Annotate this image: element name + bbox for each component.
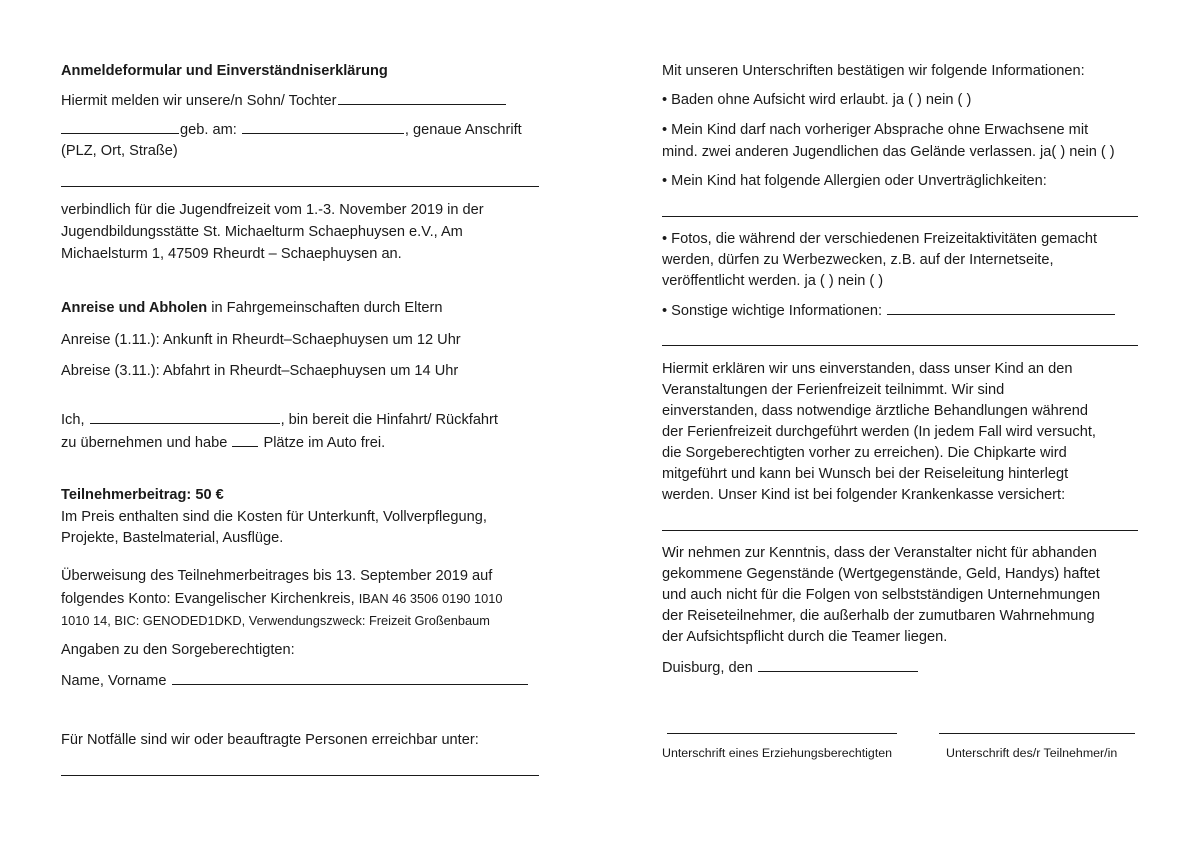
bullet-allergy: • Mein Kind hat folgende Allergien oder Unverträglichkeiten: — [662, 173, 1047, 189]
guardian-heading: Angaben zu den Sorgeberechtigten: — [61, 642, 295, 658]
place-date-line — [662, 657, 919, 678]
participant-signature-field[interactable] — [939, 733, 1135, 734]
child-name-field[interactable] — [338, 90, 506, 105]
seats-prefix: zu übernehmen und habe — [61, 435, 232, 451]
date-field[interactable] — [758, 657, 918, 672]
guardian-name-line — [61, 670, 529, 691]
child-name-field-continued[interactable] — [61, 119, 179, 134]
transfer-line-1: Überweisung des Teilnehmerbeitrages bis 13. September 2019 auf — [61, 568, 493, 584]
departure-info: Abreise (3.11.): Abfahrt in Rheurdt–Schaephuysen um 14 Uhr — [61, 363, 459, 379]
liability-text-2: gekommene Gegenstände (Wertgegenstände, Geld, Handys) haftet — [662, 566, 1100, 582]
transfer-account: folgendes Konto: Evangelischer Kirchenkreis, — [61, 591, 359, 607]
liability-text-5: der Aufsichtspflicht durch die Teamer liegen. — [662, 629, 948, 645]
fee-text-1: Im Preis enthalten sind die Kosten für Unterkunft, Vollverpflegung, — [61, 509, 487, 525]
binding-text-3: Michaelsturm 1, 47509 Rheurdt – Schaephuysen an. — [61, 246, 402, 262]
seats-line — [61, 432, 385, 453]
fee-text-2: Projekte, Bastelmaterial, Ausflüge. — [61, 530, 284, 546]
address-field[interactable] — [61, 186, 539, 187]
emergency-contact-field[interactable] — [61, 775, 539, 776]
arrival-info: Anreise (1.11.): Ankunft in Rheurdt–Schaephuysen um 12 Uhr — [61, 332, 461, 348]
travel-heading — [61, 298, 442, 318]
bullet-leave-2: mind. zwei anderen Jugendlichen das Gelände verlassen. ja( ) nein ( ) — [662, 144, 1115, 160]
driver-name-field[interactable] — [90, 409, 280, 424]
bullet-other-line — [662, 300, 1116, 321]
participant-signature-label: Unterschrift des/r Teilnehmer/in — [946, 746, 1118, 760]
other-info-field[interactable] — [887, 300, 1115, 315]
bullet-swim: • Baden ohne Aufsicht wird erlaubt. ja ( ) nein ( ) — [662, 92, 972, 108]
consent-text-2: Veranstaltungen der Ferienfreizeit teilnimmt. Wir sind — [662, 382, 1005, 398]
registration-line — [61, 90, 507, 111]
guardian-name-field[interactable] — [172, 670, 528, 685]
liability-text-1: Wir nehmen zur Kenntnis, dass der Veranstalter nicht für abhanden — [662, 545, 1097, 561]
health-insurance-field[interactable] — [662, 530, 1138, 531]
driver-line — [61, 409, 498, 430]
guardian-signature-field[interactable] — [667, 733, 897, 734]
birth-address-line — [61, 119, 522, 140]
birth-date-field[interactable] — [242, 119, 404, 134]
binding-text-1: verbindlich für die Jugendfreizeit vom 1.-3. November 2019 in der — [61, 202, 484, 218]
consent-text-1: Hiermit erklären wir uns einverstanden, dass unser Kind an den — [662, 361, 1073, 377]
seats-suffix: Plätze im Auto frei. — [259, 435, 386, 451]
liability-text-4: der Reiseteilnehmer, die außerhalb der zumutbaren Wahrnehmung — [662, 608, 1095, 624]
consent-text-5: die Sorgeberechtigten vorher zu erreichen). Die Chipkarte wird — [662, 445, 1067, 461]
bullet-other-label: • Sonstige wichtige Informationen: — [662, 303, 887, 319]
iban-text: IBAN 46 3506 0190 1010 — [358, 591, 503, 606]
consent-text-7: werden. Unser Kind ist bei folgender Krankenkasse versichert: — [662, 487, 1066, 503]
binding-text-2: Jugendbildungsstätte St. Michaelturm Schaephuysen e.V., Am — [61, 224, 463, 240]
seats-count-field[interactable] — [232, 432, 258, 447]
consent-text-3: einverstanden, dass notwendige ärztliche Behandlungen während — [662, 403, 1088, 419]
travel-heading-bold: Anreise und Abholen — [61, 300, 208, 316]
consent-text-6: mitgeführt und kann bei Wunsch bei der Reiseleitung hinterlegt — [662, 466, 1069, 482]
confirm-heading: Mit unseren Unterschriften bestätigen wir folgende Informationen: — [662, 63, 1085, 79]
bullet-photos-3: veröffentlicht werden. ja ( ) nein ( ) — [662, 273, 884, 289]
transfer-line-3: 1010 14, BIC: GENODED1DKD, Verwendungszweck: Freizeit Großenbaum — [61, 613, 490, 628]
bullet-photos-2: werden, dürfen zu Werbezwecken, z.B. auf der Internetseite, — [662, 252, 1054, 268]
emergency-text: Für Notfälle sind wir oder beauftragte Personen erreichbar unter: — [61, 732, 479, 748]
travel-heading-rest: in Fahrgemeinschaften durch Eltern — [207, 300, 443, 316]
address-hint: (PLZ, Ort, Straße) — [61, 143, 178, 159]
address-label: , genaue Anschrift — [404, 122, 522, 138]
guardian-signature-label: Unterschrift eines Erziehungsberechtigten — [662, 746, 893, 760]
registration-label: Hiermit melden wir unsere/n Sohn/ Tochter — [61, 93, 337, 109]
fee-heading: Teilnehmerbeitrag: 50 € — [61, 487, 224, 503]
allergy-field[interactable] — [662, 216, 1138, 217]
transfer-line-2 — [61, 589, 502, 609]
driver-suffix: , bin bereit die Hinfahrt/ Rückfahrt — [280, 412, 498, 428]
guardian-name-label: Name, Vorname — [61, 673, 171, 689]
liability-text-3: und auch nicht für die Folgen von selbstständigen Unternehmungen — [662, 587, 1101, 603]
bullet-photos-1: • Fotos, die während der verschiedenen Freizeitaktivitäten gemacht — [662, 231, 1098, 247]
other-info-field-continued[interactable] — [662, 345, 1138, 346]
consent-text-4: der Ferienfreizeit durchgeführt werden (In jedem Fall wird versucht, — [662, 424, 1096, 440]
bullet-leave-1: • Mein Kind darf nach vorheriger Absprache ohne Erwachsene mit — [662, 122, 1089, 138]
birth-date-label: geb. am: — [180, 122, 237, 138]
place-date-label: Duisburg, den — [662, 660, 757, 676]
driver-prefix: Ich, — [61, 412, 89, 428]
form-title: Anmeldeformular und Einverständniserklärung — [61, 63, 388, 79]
